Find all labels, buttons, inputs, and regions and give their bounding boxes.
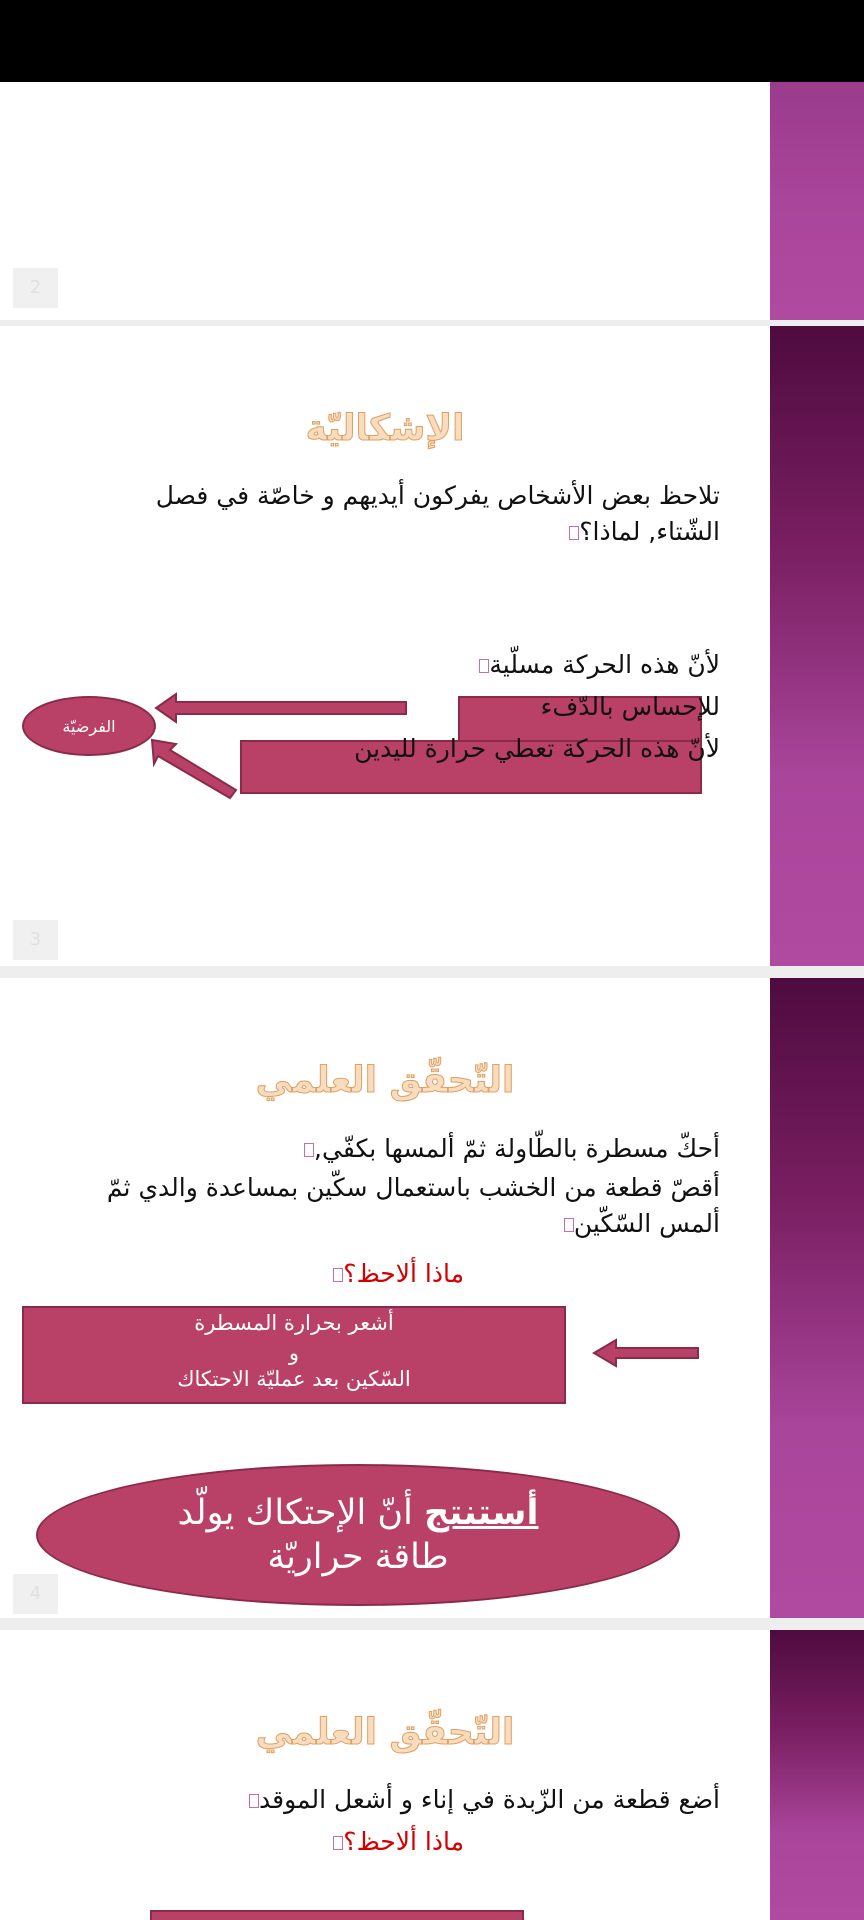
slide-side-stripe (770, 82, 864, 320)
arrow-icons (140, 686, 560, 806)
slide-5 (0, 1630, 864, 1920)
answer-item: لأنّ هذه الحركة مسلّية (200, 644, 720, 686)
bullet-icon (569, 526, 579, 540)
bullet-icon (479, 659, 489, 673)
slide-title: التّحقّق العلمي (255, 1060, 515, 1101)
slide-3 (0, 326, 864, 966)
page-number: 3 (13, 920, 58, 960)
question-text: تلاحظ بعض الأشخاص يفركون أيديهم و خاصّة في فصل الشّتاء, لماذا؟ (155, 481, 720, 546)
bullet-icon (564, 1218, 574, 1232)
conclusion-keyword: أستنتج (423, 1493, 539, 1533)
observation-question: ماذا ألاحظ؟ (323, 1256, 464, 1292)
bullet-icon (333, 1268, 343, 1282)
answer-item: للإحساس بالدّفء (540, 692, 720, 721)
bullet-icon (304, 1143, 314, 1157)
hypothesis-oval: الفرضيّة (22, 696, 156, 756)
top-bar (0, 0, 864, 82)
observation-question: ماذا ألاحظ؟ (323, 1824, 464, 1860)
bullet-icon (333, 1836, 343, 1850)
steps-list (60, 1130, 720, 1242)
step-item: أقصّ قطعة من الخشب باستعمال سكّين بمساعدة والدي ثمّ ألمس السّكّين (106, 1173, 720, 1238)
observation-box (150, 1910, 524, 1920)
step-item: أضع قطعة من الزّبدة في إناء و أشعل الموقد (239, 1782, 720, 1818)
page-number: 4 (13, 1574, 58, 1614)
answer-item: لأنّ هذه الحركة تعطي حرارة لليدين (354, 734, 720, 763)
slide-side-stripe (770, 978, 864, 1618)
observation-box: أشعر بحرارة المسطرة و السّكين بعد عمليّة الاحتكاك (22, 1306, 566, 1404)
diagonal-arrow-icon (152, 740, 236, 798)
problem-question (80, 478, 720, 550)
slide-side-stripe (770, 1630, 864, 1920)
left-arrow-icon (590, 1336, 700, 1372)
slide-title: التّحقّق العلمي (255, 1712, 515, 1753)
slide-4 (0, 978, 864, 1618)
page-number: 2 (13, 268, 58, 308)
bullet-icon (249, 1794, 259, 1808)
conclusion-oval (36, 1464, 680, 1606)
slide-title: الإشكاليّة (305, 408, 465, 449)
conclusion-text: أنّ الإحتكاك يولّد طاقة حراريّة (177, 1493, 449, 1577)
slide-2 (0, 82, 864, 320)
step-item: أحكّ مسطرة بالطّاولة ثمّ ألمسها بكفّي, (60, 1130, 720, 1168)
left-arrow-icon (156, 694, 406, 722)
slide-side-stripe (770, 326, 864, 966)
